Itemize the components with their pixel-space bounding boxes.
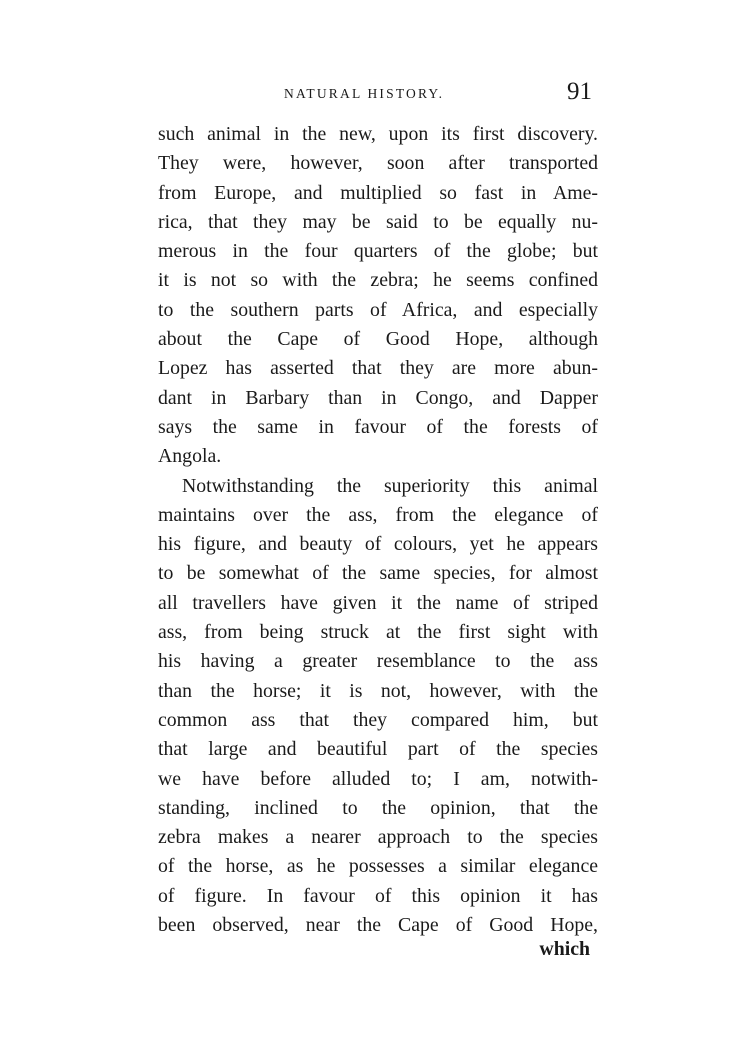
text-line: we have before alluded to; I am, notwith- — [158, 767, 598, 790]
text-line: dant in Barbary than in Congo, and Dapper — [158, 386, 598, 409]
body-text — [158, 120, 598, 940]
text-line: ass, from being struck at the first sight with — [158, 621, 598, 644]
text-line: such animal in the new, upon its first discovery. — [158, 123, 598, 145]
text-line: to be somewhat of the same species, for almost — [158, 562, 598, 585]
text-line: of the horse, as he possesses a similar elegance — [158, 855, 598, 878]
text-line: maintains over the ass, from the elegance of — [158, 503, 598, 526]
text-line: all travellers have given it the name of striped — [158, 591, 598, 614]
text-line: to the southern parts of Africa, and especially — [158, 298, 598, 321]
text-line: Lopez has asserted that they are more abun- — [158, 357, 598, 380]
text-line: standing, inclined to the opinion, that the — [158, 796, 598, 819]
catchword: which — [539, 938, 590, 960]
text-line: rica, that they may be said to be equally nu- — [158, 210, 598, 233]
text-line: common ass that they compared him, but — [158, 708, 598, 731]
text-line: from Europe, and multiplied so fast in Ame- — [158, 181, 598, 204]
text-line: that large and beautiful part of the species — [158, 738, 598, 761]
text-line: been observed, near the Cape of Good Hope, — [158, 914, 598, 937]
text-line: than the horse; it is not, however, with the — [158, 679, 598, 702]
text-line: his figure, and beauty of colours, yet he appears — [158, 533, 598, 556]
text-line: zebra makes a nearer approach to the species — [158, 826, 598, 849]
paragraph-start-line: Notwithstanding the superiority this animal — [182, 474, 598, 497]
running-head — [158, 78, 598, 108]
text-line: of figure. In favour of this opinion it has — [158, 884, 598, 907]
text-line: says the same in favour of the forests of — [158, 415, 598, 438]
paragraph-end-line: Angola. — [158, 445, 222, 468]
text-line: his having a greater resemblance to the ass — [158, 650, 598, 673]
text-line: it is not so with the zebra; he seems confined — [158, 269, 598, 292]
text-line: They were, however, soon after transported — [158, 152, 598, 175]
text-line: merous in the four quarters of the globe; but — [158, 240, 598, 263]
text-line: about the Cape of Good Hope, although — [158, 328, 598, 351]
page-number: 91 — [567, 78, 592, 105]
running-title: NATURAL HISTORY. — [284, 86, 445, 101]
